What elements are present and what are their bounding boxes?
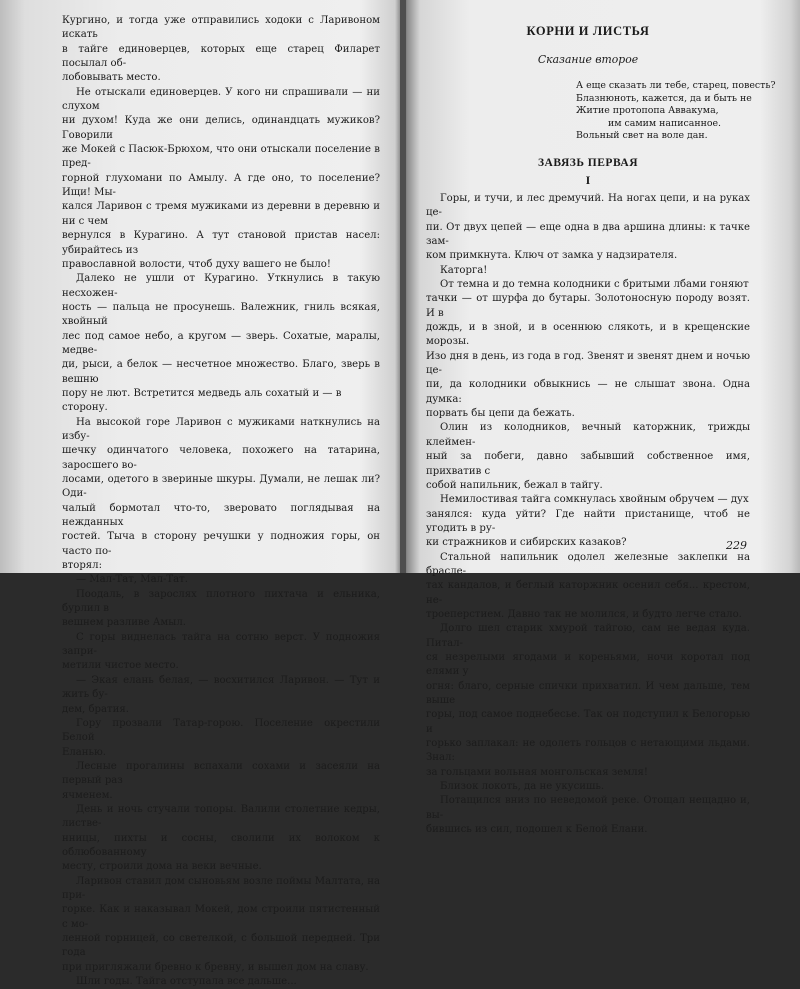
text-line: вернулся в Курагино. А тут становой пристав насел: убирайтесь из [62, 230, 380, 256]
text-line: метили чистое место. [62, 660, 179, 672]
text-line: горы, под самое поднебесье. Так он подступил к Белогорью и [426, 709, 750, 735]
text-line: — Мал-Тат, Мал-Тат. [76, 574, 188, 586]
text-line: троеперстием. Давно так не молился, и будто легче стало. [426, 608, 742, 620]
text-line: Каторга! [440, 264, 488, 276]
text-line: ленной горницей, со светелкой, с большой передней. Три года [62, 933, 380, 959]
text-line: месту, строили дома на веки вечные. [62, 861, 262, 873]
text-line: горке. Как и наказывал Мокей, дом строили пятистенный с мо- [62, 904, 380, 930]
text-line: при пригляжали бревно к бревну, и вышел дом на славу. [62, 961, 369, 973]
text-line: ный за побеги, давно забывший собственное имя, прихватив с [426, 451, 750, 477]
text-line: собой напильник, бежал в тайгу. [426, 479, 603, 491]
text-line: тах кандалов, и беглый каторжник осенил себя... крестом, не- [426, 580, 750, 606]
chapter-number: I [585, 172, 591, 187]
text-line: Кургино, и тогда уже отправились ходоки с Ларивоном искать [62, 15, 380, 41]
text-line: дождь, и в зной, и в осеннюю слякоть, и в крещенские морозы. [426, 322, 750, 348]
text-line: пи. От двух цепей — еще одна в два аршина длины: к тачке зам- [426, 221, 750, 247]
text-line: Горы, и тучи, и лес дремучий. На ногах цепи, и на руках це- [426, 192, 750, 219]
text-line: Еланью. [62, 746, 107, 758]
text-line: бившись из сил, подошел к Белой Елани. [426, 824, 648, 836]
text-line: ячменем. [62, 789, 113, 801]
epigraph-line: Житие протопопа Аввакума, [576, 105, 719, 117]
text-line: Олин из колодников, вечный каторжник, трижды клеймен- [426, 422, 750, 448]
text-line: ся незрелыми ягодами и кореньями, ночи коротал под елями у [426, 651, 750, 678]
epigraph-line: Блазнюноть, кажется, да и быть не [576, 92, 752, 104]
text-line: вешнем разливе Амыл. [62, 617, 186, 629]
text-line: Стальной напильник одолел железные заклепки на брасле- [426, 551, 750, 577]
text-line: пи, да колодники обвыкнись — не слышат звона. Одна думка: [426, 379, 750, 405]
epigraph-line: Вольный свет на воле дан. [576, 130, 708, 142]
text-line: Лесные прогалины вспахали сохами и засеяли на первый раз [62, 760, 380, 787]
page-number: 229 [726, 539, 747, 552]
text-line: вторял: [62, 560, 102, 572]
text-line: за гольцами вольная монгольская земля! [426, 766, 648, 778]
text-line: чалый бормотал что-то, зверовато поглядывая на нежданных [62, 502, 380, 529]
text-line: дем, братия. [62, 703, 129, 715]
text-line: православной волости, чтоб духу вашего не было! [62, 258, 331, 270]
text-line: — Экая елань белая, — восхитился Ларивон. — Тут и жить бу- [62, 674, 380, 701]
text-line: пору не лют. Встретится медведь аль сохатый и — в сторону. [62, 387, 342, 414]
left-page [62, 14, 380, 989]
text-line: лосами, одетого в звериные шкуры. Думали, не лешак ли? Оди- [62, 474, 380, 500]
text-line: занялся: куда уйти? Где найти пристанище, чтоб не угодить в ру- [426, 508, 750, 534]
text-line: Гору прозвали Татар-горою. Поселение окрестили Белой [62, 717, 380, 744]
right-page [426, 14, 776, 837]
text-line: горной глухомани по Амылу. А где оно, то поселение? Ищи! Мы- [62, 172, 380, 199]
part-subtitle: Сказание второе [537, 53, 639, 66]
text-line: лобовывать место. [62, 72, 161, 84]
text-line: гостей. Тыча в сторону речушки у подножия горы, он часто по- [62, 531, 380, 557]
text-line: порвать бы цепи да бежать. [426, 408, 575, 420]
text-line: нницы, пихты и сосны, сволили их волоком к облюбованному [62, 832, 380, 858]
text-line: Поодаль, в зарослях плотного пихтача и ельника, бурлил в [62, 588, 380, 615]
text-line: огня: благо, серные спички прихватил. И чем дальше, тем выше [426, 680, 750, 706]
text-line: кался Ларивон с тремя мужиками из деревни в деревню и ни с чем [62, 201, 380, 227]
text-line: ком примкнута. Ключ от замка у надзирателя. [426, 250, 678, 262]
text-line: Изо дня в день, из года в год. Звенят и звенят днем и ночью це- [426, 350, 750, 377]
text-line: Далеко не ушли от Курагино. Уткнулись в такую несхожен- [62, 273, 380, 299]
text-line: Немилостивая тайга сомкнулась хвойным обручем — дух [440, 494, 749, 506]
book-gutter [400, 0, 406, 573]
text-line: тачки — от шурфа до бутары. Золотоносную породу возят. И в [426, 293, 750, 319]
text-line: На высокой горе Ларивон с мужиками наткнулись на избу- [62, 416, 380, 442]
text-line: ди, рыси, а белок — несчетное множество. Благо, зверь в вешню [62, 359, 380, 385]
text-line: ки стражников и сибирских казаков? [426, 537, 627, 549]
epigraph-line: А еще сказать ли тебе, старец, повесть? [576, 80, 776, 91]
text-line: шечку одинчатого человека, похожего на татарина, заросшего во- [62, 445, 380, 471]
epigraph-line: им самим написанное. [608, 117, 722, 129]
text-line: День и ночь стучали топоры. Валили столетние кедры, листве- [62, 803, 380, 830]
chapter-heading: ЗАВЯЗЬ ПЕРВАЯ [537, 156, 639, 169]
text-line: лес под самое небо, а кругом — зверь. Сохатые, маралы, медве- [62, 330, 380, 356]
text-line: Не отыскали единоверцев. У кого ни спрашивали — ни слухом [62, 86, 380, 113]
text-line: Близок локоть, да не укусишь. [440, 781, 605, 793]
text-line: Ларивон ставил дом сыновьям возле поймы Малтата, на при- [62, 875, 380, 901]
book-part-title: КОРНИ И ЛИСТЬЯ [526, 24, 650, 38]
text-line: Долго шел старик хмурой тайгою, сам не ведая куда. Питал- [426, 623, 750, 649]
text-line: Потащился вниз по неведомой реке. Отощал нещадно и, вы- [426, 795, 750, 821]
text-line: ность — пальца не просунешь. Валежник, гниль всякая, хвойный [62, 301, 380, 328]
text-line: С горы виднелась тайга на сотню верст. У подножия запри- [62, 631, 380, 658]
text-line: же Мокей с Пасюк-Брюхом, что они отыскали поселение в пред- [62, 144, 380, 170]
text-line: горько заплакал: не одолеть гольцов с нетающими льдами. Знал: [426, 738, 750, 764]
text-line: От темна и до темна колодники с бритыми лбами гоняют [440, 279, 749, 291]
text-line: в тайге единоверцев, которых еще старец Филарет посылал об- [62, 43, 380, 70]
text-line: Шли годы. Тайга отступала все дальше... [76, 976, 297, 988]
text-line: ни духом! Куда же они делись, одинандцать мужиков? Говорили [62, 115, 380, 141]
epigraph [576, 80, 776, 143]
